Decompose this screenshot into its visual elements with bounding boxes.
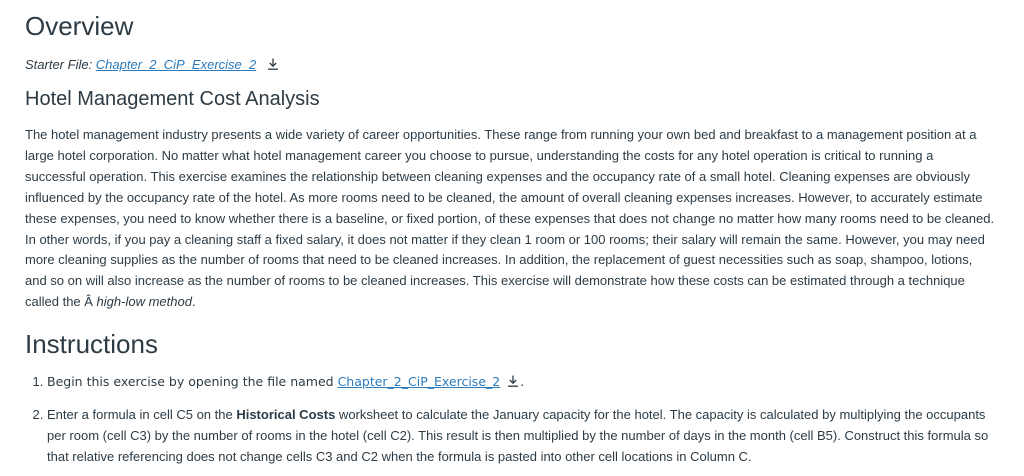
step-2-prefix: Enter a formula in cell C5 on the <box>47 407 237 423</box>
assignment-content <box>25 0 995 468</box>
historical-costs-sheet-name: Historical Costs <box>236 407 336 423</box>
instruction-step-2 <box>47 405 995 468</box>
step-2-text: worksheet to calculate the January capacity for the hotel. The capacity is calculated by multiplying the occupants per room (cell C3) by the number of rooms in the hotel (cell C2). This result is then multiplied by the number of days in the month (cell B5). Construct this formula so that relative referencing does not change cells C3 and C2 when the formula is pasted into other cell locations in Column C. <box>47 407 989 464</box>
intro-paragraph-text: The hotel management industry presents a wide variety of career opportunities. These range from running your own bed and breakfast to a management position at a large hotel corporation. No matter what hotel management career you choose to pursue, understanding the costs for any hotel operation is critical to running a successful operation. This exercise examines the relationship between cleaning expenses and the occupancy rate of a small hotel. Cleaning expenses are obviously influenced by the occupancy rate of the hotel. As more rooms need to be cleaned, the amount of overall cleaning expenses increases. However, to accurately estimate these expenses, you need to know whether there is a baseline, or fixed portion, of these expenses that does not change no matter how many rooms need to be cleaned. In other words, if you pay a cleaning staff a fixed salary, it does not matter if they clean 1 room or 100 rooms; their salary will remain the same. However, you may need more cleaning supplies as the number of rooms that need to be cleaned increases. In addition, the replacement of guest necessities such as soap, shampoo, lotions, and so on will also increase as the number of rooms to be cleaned increases. This exercise will demonstrate how these costs can be estimated through a technique called the Â <box>25 127 995 310</box>
section-heading: Hotel Management Cost Analysis <box>25 88 320 110</box>
download-icon-svg <box>506 374 520 388</box>
starter-file-link[interactable]: Chapter_2_CiP_Exercise_2 <box>95 57 257 72</box>
download-icon-svg <box>266 57 280 71</box>
step-1-prefix: Begin this exercise by opening the file named <box>47 374 338 390</box>
overview-heading: Overview <box>25 11 134 41</box>
instructions-heading: Instructions <box>25 329 158 360</box>
download-icon[interactable] <box>506 374 520 388</box>
intro-paragraph-end: . <box>191 294 196 310</box>
download-icon[interactable] <box>266 57 280 71</box>
step-1-file-link[interactable]: Chapter_2_CiP_Exercise_2 <box>337 374 501 390</box>
starter-file-line <box>25 56 995 74</box>
intro-paragraph <box>25 125 995 313</box>
step-1-suffix: . <box>520 374 525 390</box>
instructions-list <box>25 372 995 468</box>
starter-file-label: Starter File: <box>25 57 96 72</box>
high-low-method-term: high-low method <box>96 294 192 310</box>
instruction-step-1 <box>47 372 995 393</box>
